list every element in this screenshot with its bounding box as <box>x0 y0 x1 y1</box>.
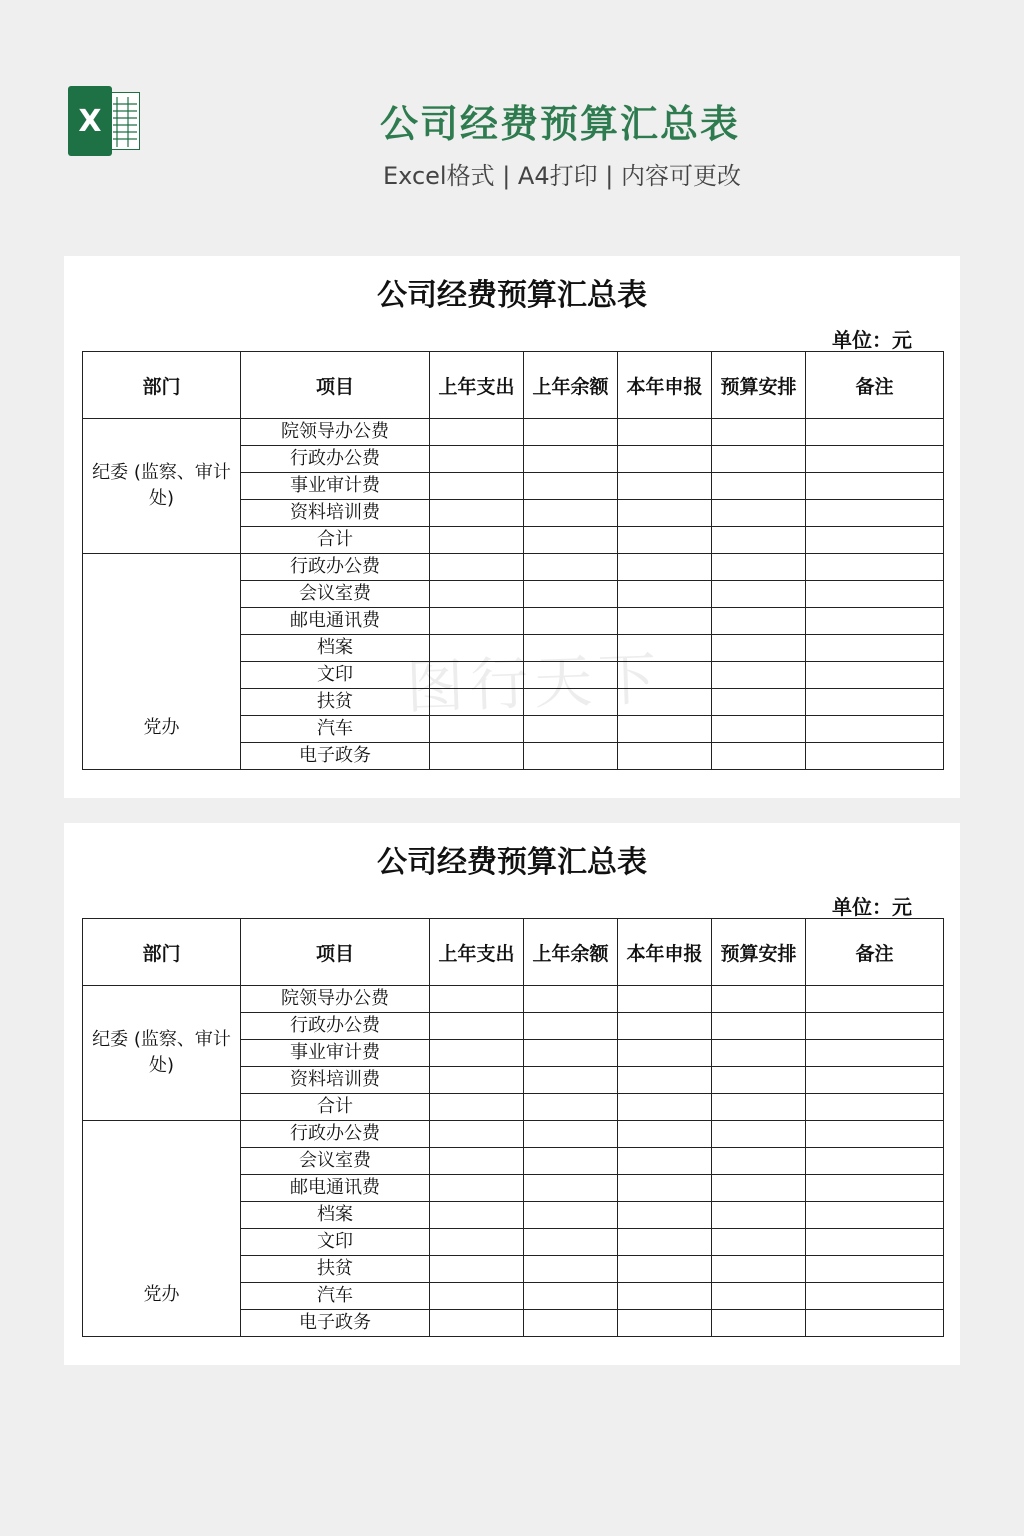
column-header: 部门 <box>83 352 241 419</box>
empty-cell <box>524 1148 618 1175</box>
table-header-row <box>83 919 944 986</box>
empty-cell <box>618 473 712 500</box>
empty-cell <box>712 662 806 689</box>
column-header: 上年余额 <box>524 919 618 986</box>
empty-cell <box>430 1148 524 1175</box>
item-cell: 扶贫 <box>241 689 430 716</box>
item-cell: 行政办公费 <box>241 446 430 473</box>
empty-cell <box>430 1067 524 1094</box>
sheet-title: 公司经费预算汇总表 <box>377 278 647 313</box>
excel-icon <box>68 86 142 156</box>
empty-cell <box>806 1013 944 1040</box>
column-header: 本年申报 <box>618 352 712 419</box>
department-cell: 纪委 (监察、审计处) <box>83 419 241 554</box>
empty-cell <box>430 446 524 473</box>
empty-cell <box>618 1310 712 1337</box>
empty-cell <box>430 1202 524 1229</box>
sheet-preview-1 <box>64 256 960 798</box>
column-header: 预算安排 <box>712 352 806 419</box>
empty-cell <box>712 1121 806 1148</box>
empty-cell <box>524 1256 618 1283</box>
budget-table <box>82 918 944 1337</box>
empty-cell <box>618 1121 712 1148</box>
empty-cell <box>712 716 806 743</box>
empty-cell <box>618 419 712 446</box>
empty-cell <box>430 608 524 635</box>
item-cell: 行政办公费 <box>241 1013 430 1040</box>
empty-cell <box>524 1067 618 1094</box>
empty-cell <box>430 1121 524 1148</box>
empty-cell <box>524 1121 618 1148</box>
column-header: 备注 <box>806 919 944 986</box>
item-cell: 行政办公费 <box>241 554 430 581</box>
empty-cell <box>806 662 944 689</box>
item-cell: 文印 <box>241 1229 430 1256</box>
empty-cell <box>712 581 806 608</box>
sheet-preview-2 <box>64 823 960 1365</box>
item-cell: 事业审计费 <box>241 473 430 500</box>
empty-cell <box>618 527 712 554</box>
item-cell: 邮电通讯费 <box>241 1175 430 1202</box>
empty-cell <box>430 419 524 446</box>
empty-cell <box>430 986 524 1013</box>
column-header: 上年支出 <box>430 919 524 986</box>
empty-cell <box>806 527 944 554</box>
empty-cell <box>712 446 806 473</box>
empty-cell <box>524 581 618 608</box>
item-cell: 汽车 <box>241 716 430 743</box>
empty-cell <box>806 554 944 581</box>
item-cell: 电子政务 <box>241 1310 430 1337</box>
empty-cell <box>806 1067 944 1094</box>
empty-cell <box>806 635 944 662</box>
empty-cell <box>712 986 806 1013</box>
empty-cell <box>806 1202 944 1229</box>
empty-cell <box>618 1148 712 1175</box>
empty-cell <box>806 1229 944 1256</box>
empty-cell <box>618 743 712 770</box>
unit-label: 单位：元 <box>832 328 912 352</box>
empty-cell <box>430 581 524 608</box>
sheet-title: 公司经费预算汇总表 <box>377 845 647 880</box>
empty-cell <box>524 1283 618 1310</box>
empty-cell <box>712 1256 806 1283</box>
empty-cell <box>712 1310 806 1337</box>
empty-cell <box>712 500 806 527</box>
column-header: 项目 <box>241 919 430 986</box>
empty-cell <box>524 1094 618 1121</box>
item-cell: 会议室费 <box>241 1148 430 1175</box>
empty-cell <box>806 743 944 770</box>
empty-cell <box>618 446 712 473</box>
column-header: 上年余额 <box>524 352 618 419</box>
empty-cell <box>806 446 944 473</box>
table-row <box>83 986 944 1013</box>
empty-cell <box>712 1202 806 1229</box>
column-header: 上年支出 <box>430 352 524 419</box>
empty-cell <box>524 1229 618 1256</box>
empty-cell <box>712 1229 806 1256</box>
page-title: 公司经费预算汇总表 <box>379 102 740 146</box>
empty-cell <box>806 608 944 635</box>
empty-cell <box>806 986 944 1013</box>
empty-cell <box>618 500 712 527</box>
empty-cell <box>806 689 944 716</box>
empty-cell <box>524 1040 618 1067</box>
empty-cell <box>524 986 618 1013</box>
empty-cell <box>712 1067 806 1094</box>
empty-cell <box>618 581 712 608</box>
empty-cell <box>806 716 944 743</box>
empty-cell <box>806 581 944 608</box>
column-header: 预算安排 <box>712 919 806 986</box>
empty-cell <box>524 446 618 473</box>
empty-cell <box>618 716 712 743</box>
empty-cell <box>806 1121 944 1148</box>
empty-cell <box>806 473 944 500</box>
empty-cell <box>430 1310 524 1337</box>
table-row <box>83 1121 944 1148</box>
empty-cell <box>618 1040 712 1067</box>
column-header: 部门 <box>83 919 241 986</box>
empty-cell <box>712 635 806 662</box>
empty-cell <box>806 1094 944 1121</box>
item-cell: 合计 <box>241 527 430 554</box>
item-cell: 文印 <box>241 662 430 689</box>
empty-cell <box>806 1040 944 1067</box>
empty-cell <box>524 500 618 527</box>
empty-cell <box>524 554 618 581</box>
page-subtitle: Excel格式 | A4打印 | 内容可更改 <box>383 162 741 190</box>
empty-cell <box>524 419 618 446</box>
item-cell: 档案 <box>241 1202 430 1229</box>
empty-cell <box>712 1148 806 1175</box>
empty-cell <box>712 554 806 581</box>
empty-cell <box>806 1148 944 1175</box>
empty-cell <box>430 1175 524 1202</box>
empty-cell <box>524 1175 618 1202</box>
empty-cell <box>806 500 944 527</box>
empty-cell <box>806 419 944 446</box>
empty-cell <box>712 608 806 635</box>
empty-cell <box>524 1202 618 1229</box>
empty-cell <box>806 1283 944 1310</box>
item-cell: 资料培训费 <box>241 500 430 527</box>
empty-cell <box>430 500 524 527</box>
empty-cell <box>618 1067 712 1094</box>
empty-cell <box>430 1013 524 1040</box>
empty-cell <box>618 1094 712 1121</box>
table-row <box>83 554 944 581</box>
department-cell: 纪委 (监察、审计处) <box>83 986 241 1121</box>
unit-label: 单位：元 <box>832 895 912 919</box>
empty-cell <box>618 986 712 1013</box>
table-header-row <box>83 352 944 419</box>
item-cell: 电子政务 <box>241 743 430 770</box>
empty-cell <box>618 1283 712 1310</box>
empty-cell <box>618 554 712 581</box>
item-cell: 档案 <box>241 635 430 662</box>
item-cell: 会议室费 <box>241 581 430 608</box>
empty-cell <box>430 1256 524 1283</box>
empty-cell <box>618 1175 712 1202</box>
department-cell: 党办 <box>83 554 241 770</box>
empty-cell <box>618 1202 712 1229</box>
excel-x-plate: X <box>68 86 112 156</box>
empty-cell <box>430 1229 524 1256</box>
empty-cell <box>524 608 618 635</box>
table-row <box>83 419 944 446</box>
empty-cell <box>430 473 524 500</box>
empty-cell <box>712 1040 806 1067</box>
item-cell: 扶贫 <box>241 1256 430 1283</box>
empty-cell <box>712 1013 806 1040</box>
empty-cell <box>524 743 618 770</box>
item-cell: 院领导办公费 <box>241 986 430 1013</box>
item-cell: 汽车 <box>241 1283 430 1310</box>
item-cell: 事业审计费 <box>241 1040 430 1067</box>
empty-cell <box>430 1094 524 1121</box>
empty-cell <box>618 1256 712 1283</box>
column-header: 本年申报 <box>618 919 712 986</box>
empty-cell <box>806 1175 944 1202</box>
empty-cell <box>430 743 524 770</box>
empty-cell <box>618 1013 712 1040</box>
item-cell: 资料培训费 <box>241 1067 430 1094</box>
empty-cell <box>430 527 524 554</box>
empty-cell <box>524 1013 618 1040</box>
empty-cell <box>712 1094 806 1121</box>
item-cell: 行政办公费 <box>241 1121 430 1148</box>
department-cell: 党办 <box>83 1121 241 1337</box>
empty-cell <box>430 1040 524 1067</box>
column-header: 备注 <box>806 352 944 419</box>
empty-cell <box>712 689 806 716</box>
empty-cell <box>524 473 618 500</box>
empty-cell <box>430 1283 524 1310</box>
empty-cell <box>806 1256 944 1283</box>
watermark: 图行天下 <box>405 644 664 722</box>
empty-cell <box>712 1283 806 1310</box>
empty-cell <box>712 419 806 446</box>
empty-cell <box>430 554 524 581</box>
column-header: 项目 <box>241 352 430 419</box>
empty-cell <box>712 743 806 770</box>
empty-cell <box>618 1229 712 1256</box>
item-cell: 院领导办公费 <box>241 419 430 446</box>
empty-cell <box>712 473 806 500</box>
empty-cell <box>712 527 806 554</box>
item-cell: 合计 <box>241 1094 430 1121</box>
page-header <box>0 0 1024 230</box>
empty-cell <box>712 1175 806 1202</box>
item-cell: 邮电通讯费 <box>241 608 430 635</box>
empty-cell <box>524 527 618 554</box>
empty-cell <box>806 1310 944 1337</box>
empty-cell <box>524 1310 618 1337</box>
